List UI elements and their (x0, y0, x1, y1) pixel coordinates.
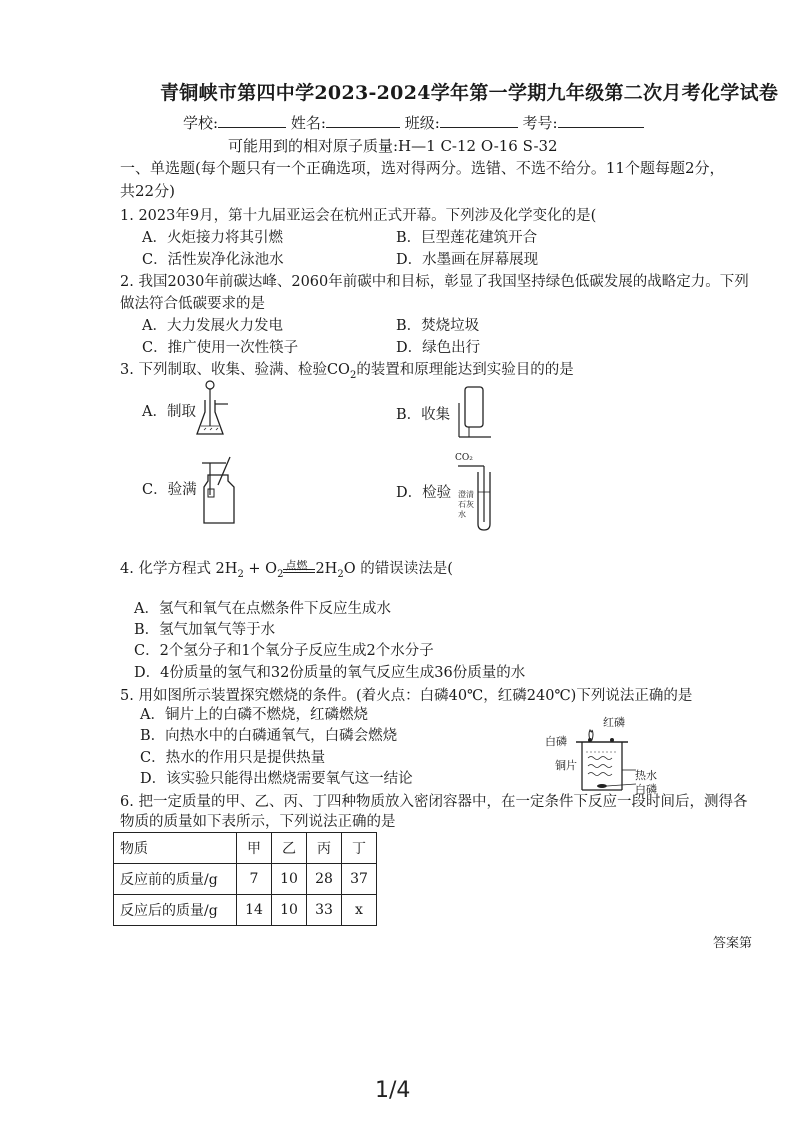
q1-option-a[interactable]: A．火炬接力将其引燃 (142, 230, 283, 246)
mass-data-table (113, 832, 377, 926)
q1-option-d[interactable]: D．水墨画在屏幕展现 (396, 252, 539, 268)
gas-bottle-splint-icon (200, 455, 240, 527)
combustion-apparatus-icon (576, 724, 640, 794)
copper-sheet-label: 铜片 (555, 759, 577, 772)
q5-stem: 5. 用如图所示装置探究燃烧的条件。(着火点：白磷40℃，红磷240℃)下列说法正确的是 (120, 688, 693, 704)
limewater-label: 澄清 石灰 水 (458, 490, 474, 519)
q2-stem-line2: 做法符合低碳要求的是 (120, 296, 265, 312)
q3-option-b[interactable]: B．收集 (396, 407, 451, 423)
red-phosphorus-label: 红磷 (603, 716, 625, 729)
q5-option-d[interactable]: D．该实验只能得出燃烧需要氧气这一结论 (140, 771, 413, 787)
table-header-cell: 乙 (272, 833, 307, 864)
table-cell: 14 (237, 895, 272, 926)
table-cell: 10 (272, 864, 307, 895)
hot-water-label: 热水 (635, 769, 657, 782)
table-header-cell: 物质 (114, 833, 237, 864)
q3-option-d[interactable]: D．检验 (396, 485, 452, 501)
table-cell: 7 (237, 864, 272, 895)
q2-stem-line1: 2. 我国2030年前碳达峰、2060年前碳中和目标，彰显了我国坚持绿色低碳发展的战略定力。下列 (120, 274, 749, 290)
name-field[interactable] (326, 113, 400, 128)
page-number: 1/4 (375, 1078, 411, 1103)
flask-apparatus-icon (194, 378, 230, 442)
q4-option-c[interactable]: C．2个氢分子和1个氧分子反应生成2个水分子 (134, 643, 434, 659)
limewater-test-tube-icon (456, 462, 500, 532)
q3-option-a[interactable]: A．制取 (142, 404, 196, 420)
q5-option-a[interactable]: A．铜片上的白磷不燃烧，红磷燃烧 (140, 707, 368, 723)
exam-title: 青铜峡市第四中学2023-2024学年第一学期九年级第二次月考化学试卷 (160, 82, 779, 104)
atomic-mass-line: 可能用到的相对原子质量:H—1 C-12 O-16 S-32 (228, 137, 558, 155)
q1-stem: 1. 2023年9月，第十九届亚运会在杭州正式开幕。下列涉及化学变化的是( (120, 208, 597, 224)
number-field[interactable] (558, 113, 644, 128)
q4-stem: 4. 化学方程式 $2H_2 + O_2$ 点燃 $2H_2O$ 的错误读法是( (120, 558, 453, 580)
section-header-line2: 共22分) (120, 182, 175, 200)
table-header-cell: 丙 (307, 833, 342, 864)
table-cell: 37 (342, 864, 377, 895)
q1-option-b[interactable]: B．巨型莲花建筑开合 (396, 230, 538, 246)
white-phosphorus-label: 白磷 (545, 735, 567, 748)
white-phosphorus-water-label: 白磷 (635, 783, 657, 796)
q6-stem-line2: 物质的质量如下表所示，下列说法正确的是 (120, 814, 396, 830)
q2-option-b[interactable]: B．焚烧垃圾 (396, 318, 480, 334)
school-label: 学校: (183, 114, 219, 132)
table-cell: 10 (272, 895, 307, 926)
class-label: 班级: (404, 114, 440, 132)
table-header-cell: 丁 (342, 833, 377, 864)
table-cell: 33 (307, 895, 342, 926)
school-field[interactable] (218, 113, 286, 128)
table-cell: 反应后的质量/g (114, 895, 237, 926)
table-header-row (114, 833, 377, 864)
table-row (114, 895, 377, 926)
co2-label: CO₂ (455, 453, 473, 463)
section-header-line1: 一、单选题(每个题只有一个正确选项，选对得两分。选错、不选不给分。11个题每题2分， (120, 159, 725, 177)
table-cell: 28 (307, 864, 342, 895)
reaction-condition: 点燃 (283, 569, 315, 580)
answer-note: 答案第 (713, 936, 753, 951)
q5-option-c[interactable]: C．热水的作用只是提供热量 (140, 750, 326, 766)
q5-option-b[interactable]: B．向热水中的白磷通氧气，白磷会燃烧 (140, 728, 398, 744)
gas-bottle-collection-icon (455, 385, 495, 443)
q2-option-a[interactable]: A．大力发展火力发电 (142, 318, 283, 334)
q4-option-b[interactable]: B．氢气加氧气等于水 (134, 622, 276, 638)
table-cell: x (342, 895, 377, 926)
table-header-cell: 甲 (237, 833, 272, 864)
q4-option-a[interactable]: A．氢气和氧气在点燃条件下反应生成水 (134, 601, 391, 617)
name-label: 姓名: (290, 114, 326, 132)
q3-stem: 3. 下列制取、收集、验满、检验$CO_2$的装置和原理能达到实验目的的是 (120, 362, 574, 381)
table-row (114, 864, 377, 895)
q1-option-c[interactable]: C．活性炭净化泳池水 (142, 252, 284, 268)
q4-option-d[interactable]: D．4份质量的氢气和32份质量的氧气反应生成36份质量的水 (134, 665, 526, 681)
number-label: 考号: (522, 114, 558, 132)
class-field[interactable] (440, 113, 518, 128)
q2-option-c[interactable]: C．推广使用一次性筷子 (142, 340, 299, 356)
table-cell: 反应前的质量/g (114, 864, 237, 895)
q2-option-d[interactable]: D．绿色出行 (396, 340, 481, 356)
student-info-line (183, 112, 644, 133)
q3-option-c[interactable]: C．验满 (142, 482, 197, 498)
q6-stem-line1: 6. 把一定质量的甲、乙、丙、丁四种物质放入密闭容器中，在一定条件下反应一段时间后，测得各 (120, 794, 748, 810)
